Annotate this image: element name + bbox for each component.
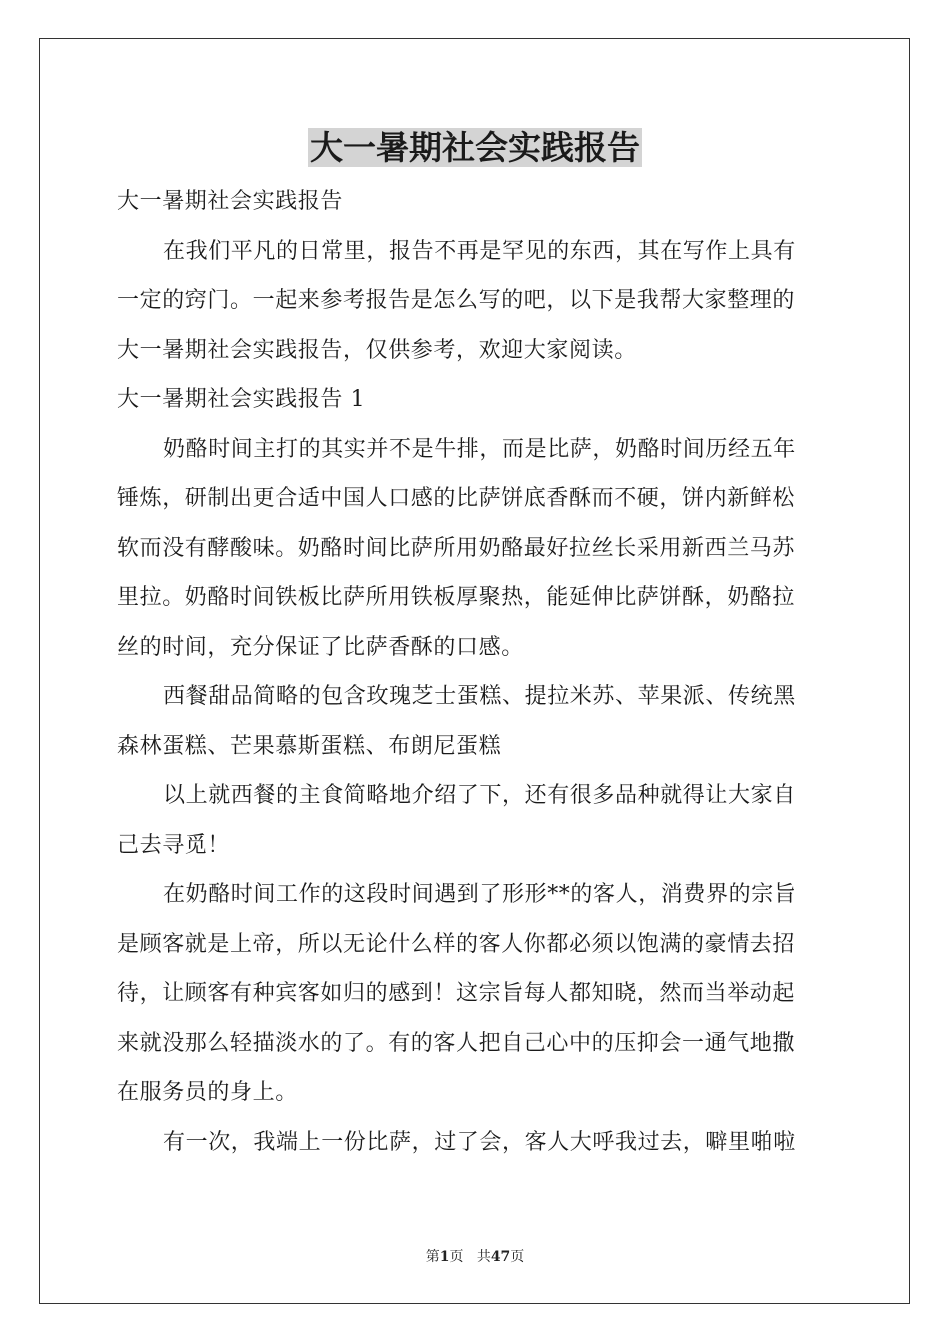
body-line: 在奶酪时间工作的这段时间遇到了形形**的客人，消费界的宗旨 [163, 882, 797, 907]
body-line: 里拉。奶酪时间铁板比萨所用铁板厚聚热，能延伸比萨饼酥，奶酪拉 [117, 585, 796, 610]
body-line: 大一暑期社会实践报告 [117, 189, 344, 214]
total-pages: 47 [490, 1249, 511, 1265]
document-body [117, 177, 833, 1167]
body-line: 来就没那么轻描淡水的了。有的客人把自己心中的压抑会一通气地撒 [117, 1030, 796, 1056]
body-line: 奶酪时间主打的其实并不是牛排，而是比萨，奶酪时间历经五年 [163, 436, 796, 462]
body-line: 以上就西餐的主食简略地介绍了下，还有很多品种就得让大家自 [163, 783, 796, 808]
page-prefix: 第 [425, 1249, 440, 1265]
body-line: 在我们平凡的日常里，报告不再是罕见的东西，其在写作上具有 [163, 238, 796, 264]
document-title [0, 124, 950, 172]
body-line: 西餐甜品简略的包含玫瑰芝士蛋糕、提拉米苏、苹果派、传统黑 [163, 684, 796, 709]
body-line: 森林蛋糕、芒果慕斯蛋糕、布朗尼蛋糕 [117, 733, 502, 759]
total-prefix: 共 [476, 1249, 491, 1265]
body-line: 丝的时间，充分保证了比萨香酥的口感。 [117, 634, 524, 660]
section-heading: 大一暑期社会实践报告 1 [117, 387, 366, 412]
page-number: 1 [439, 1249, 450, 1265]
body-line: 己去寻觅！ [117, 832, 231, 858]
page-footer [0, 1247, 950, 1267]
body-line: 锤炼，研制出更合适中国人口感的比萨饼底香酥而不硬，饼内新鲜松 [117, 486, 796, 511]
body-line: 大一暑期社会实践报告，仅供参考，欢迎大家阅读。 [117, 337, 637, 363]
body-line: 在服务员的身上。 [117, 1080, 298, 1105]
body-line: 待，让顾客有种宾客如归的感到！这宗旨每人都知晓，然而当举动起 [117, 981, 796, 1006]
body-line: 有一次，我端上一份比萨，过了会，客人大呼我过去，噼里啪啦 [163, 1129, 796, 1155]
body-line: 是顾客就是上帝，所以无论什么样的客人你都必须以饱满的豪情去招 [117, 931, 796, 957]
document-title-text: 大一暑期社会实践报告 [310, 128, 640, 167]
body-line: 软而没有酵酸味。奶酪时间比萨所用奶酪最好拉丝长采用新西兰马苏 [117, 535, 796, 561]
page-suffix: 页 [449, 1249, 464, 1265]
total-suffix: 页 [510, 1249, 525, 1265]
body-line: 一定的窍门。一起来参考报告是怎么写的吧，以下是我帮大家整理的 [117, 288, 796, 313]
